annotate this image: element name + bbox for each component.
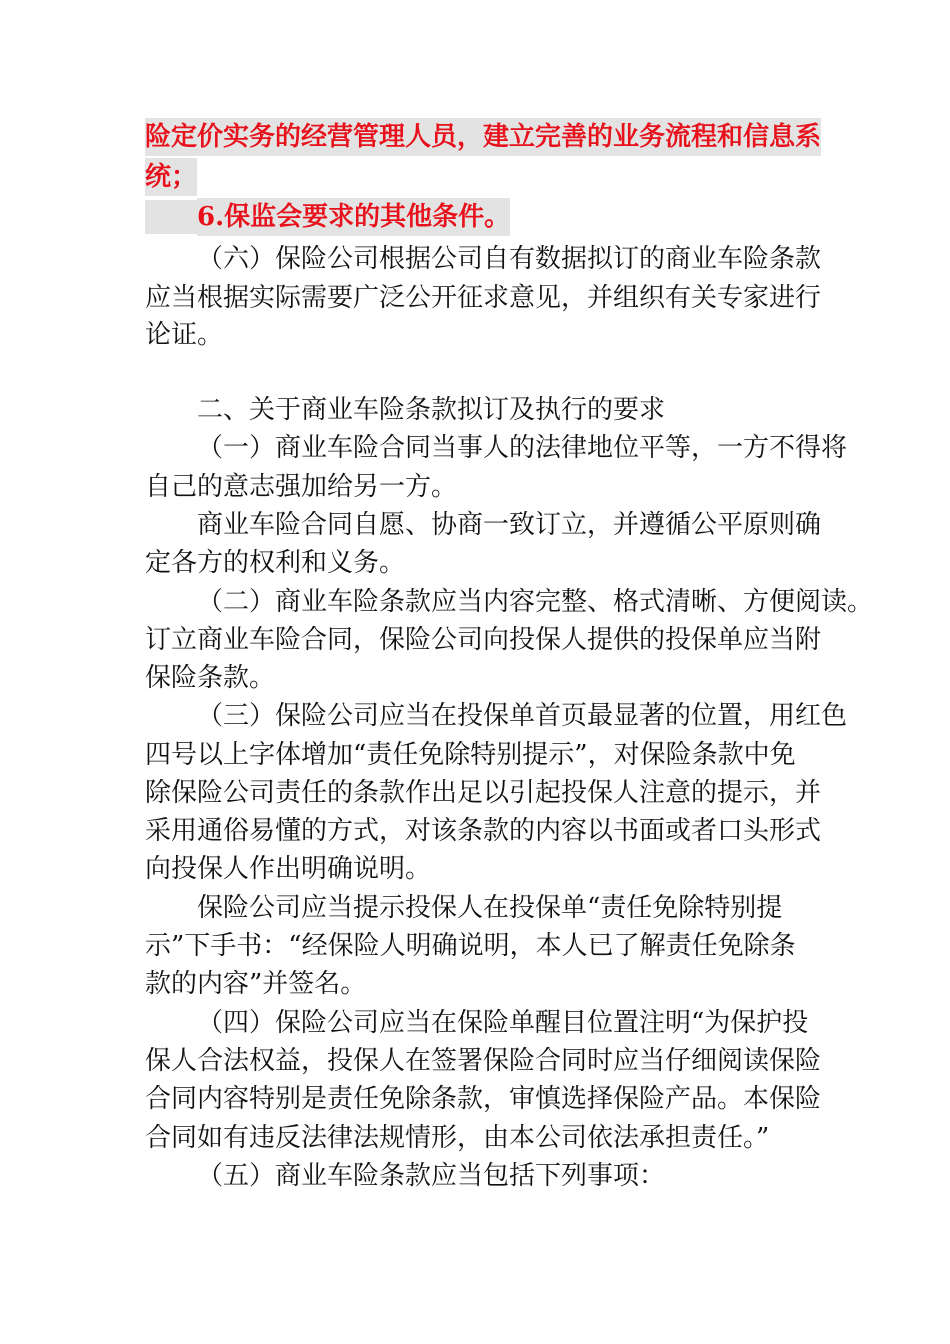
paragraph-line: （三）保险公司应当在投保单首页最显著的位置，用红色 <box>197 701 848 731</box>
paragraph-line: 定各方的权利和义务。 <box>145 548 406 578</box>
paragraph-line: 自己的意志强加给另一方。 <box>145 472 458 502</box>
highlight-line-1: 险定价实务的经营管理人员，建立完善的业务流程和信息系 <box>145 118 821 156</box>
paragraph-line: 商业车险合同自愿、协商一致订立，并遵循公平原则确 <box>197 510 822 540</box>
paragraph-line: （一）商业车险合同当事人的法律地位平等，一方不得将 <box>197 433 848 463</box>
paragraph-line: 保险公司应当提示投保人在投保单“责任免除特别提 <box>197 893 783 923</box>
section-heading: 二、关于商业车险条款拟订及执行的要求 <box>197 395 666 425</box>
paragraph-line: 款的内容”并签名。 <box>145 969 367 999</box>
paragraph-line: 订立商业车险合同，保险公司向投保人提供的投保单应当附 <box>145 625 822 655</box>
paragraph-line: 合同如有违反法律法规情形，由本公司依法承担责任。” <box>145 1123 770 1153</box>
paragraph-line: 应当根据实际需要广泛公开征求意见，并组织有关专家进行 <box>145 283 822 313</box>
paragraph-line: （六）保险公司根据公司自有数据拟订的商业车险条款 <box>197 244 822 274</box>
paragraph-line: 向投保人作出明确说明。 <box>145 854 432 884</box>
paragraph-line: （四）保险公司应当在保险单醒目位置注明“为保护投 <box>197 1008 809 1038</box>
highlight-line-3: 6.保监会要求的其他条件。 <box>197 198 510 236</box>
highlight-line-2: 统； <box>145 158 197 196</box>
paragraph-line: 示”下手书：“经保险人明确说明，本人已了解责任免除条 <box>145 931 796 961</box>
paragraph-line: （二）商业车险条款应当内容完整、格式清晰、方便阅读。 <box>197 587 874 617</box>
highlight-indent-bar <box>145 200 197 234</box>
paragraph-line: 合同内容特别是责任免除条款，审慎选择保险产品。本保险 <box>145 1084 822 1114</box>
paragraph-line: （五）商业车险条款应当包括下列事项： <box>197 1161 666 1191</box>
paragraph-line: 保险条款。 <box>145 663 276 693</box>
paragraph-line: 除保险公司责任的条款作出足以引起投保人注意的提示，并 <box>145 778 822 808</box>
paragraph-line: 四号以上字体增加“责任免除特别提示”，对保险条款中免 <box>145 740 796 770</box>
paragraph-line: 论证。 <box>145 320 224 350</box>
paragraph-line: 采用通俗易懂的方式，对该条款的内容以书面或者口头形式 <box>145 816 822 846</box>
paragraph-line: 保人合法权益，投保人在签署保险合同时应当仔细阅读保险 <box>145 1046 822 1076</box>
